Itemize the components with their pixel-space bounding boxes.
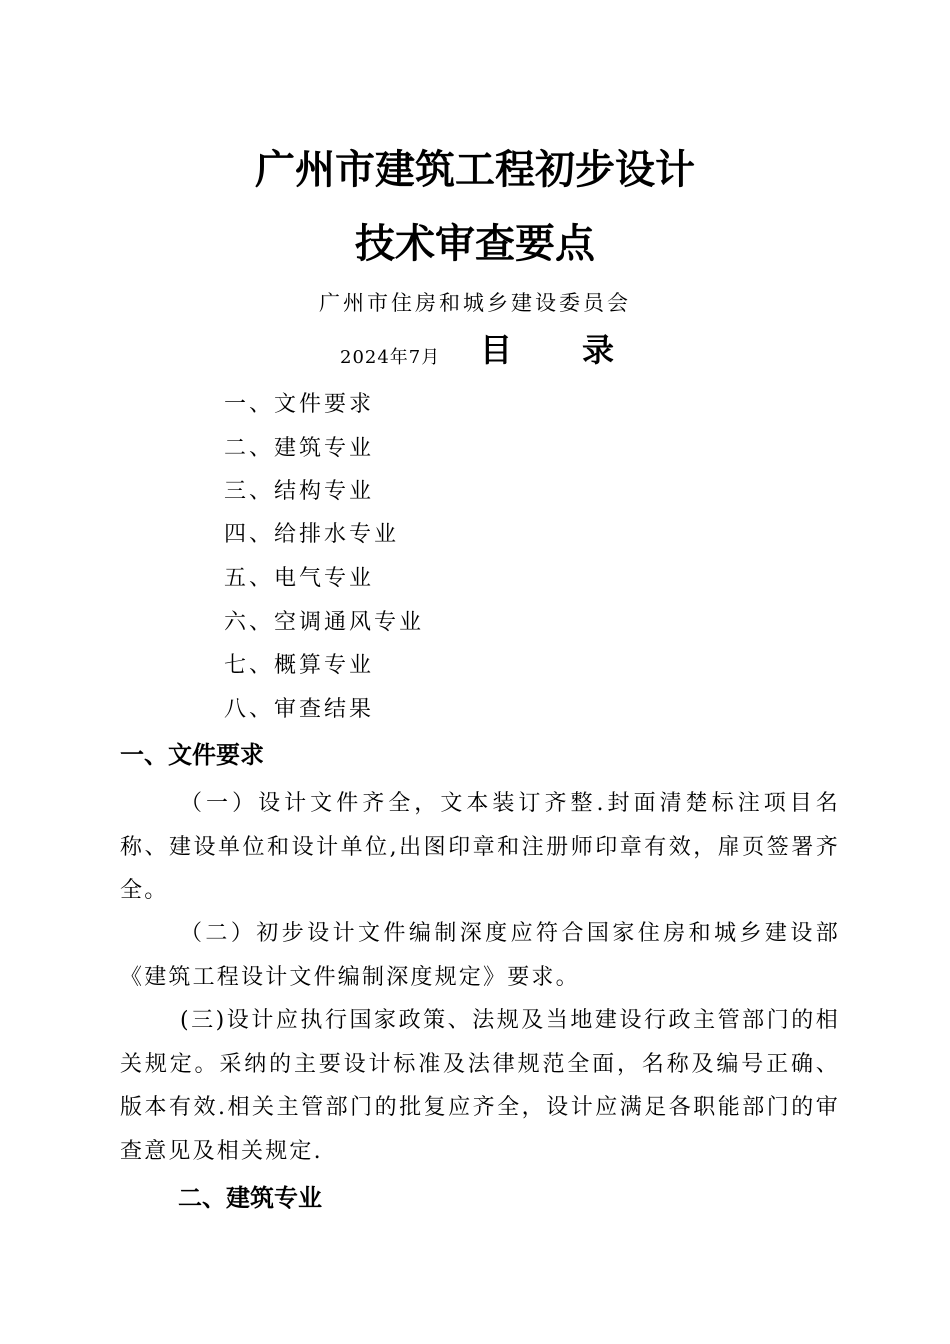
toc-item-3: 三、结构专业: [224, 479, 375, 504]
issuing-organization: 广州市住房和城乡建设委员会: [319, 291, 631, 315]
paragraph-2: （二）初步设计文件编制深度应符合国家住房和城乡建设部《建筑工程设计文件编制深度规定》要求。: [120, 921, 840, 990]
toc-item-7: 七、概算专业: [224, 653, 375, 678]
toc-item-6: 六、空调通风专业: [224, 610, 425, 635]
section-heading-documents: 一、文件要求: [120, 741, 264, 769]
toc-item-4: 四、给排水专业: [224, 522, 400, 547]
section-heading-architecture: 二、建筑专业: [178, 1184, 322, 1212]
toc-heading-char-2: 录: [582, 331, 615, 369]
issue-date: 2024年7月: [340, 347, 441, 368]
paragraph-3: (三)设计应执行国家政策、法规及当地建设行政主管部门的相关规定。采纳的主要设计标准及法律规范全面，名称及编号正确、版本有效.相关主管部门的批复应齐全，设计应满足各职能部门的审查意见及相关规定.: [120, 1008, 840, 1164]
paragraph-1: （一）设计文件齐全，文本装订齐整.封面清楚标注项目名称、建设单位和设计单位,出图印章和注册师印章有效，扉页签署齐全。: [120, 791, 840, 903]
toc-item-2: 二、建筑专业: [224, 436, 375, 461]
toc-heading-char-1: 目: [480, 331, 513, 369]
document-title-line-1: 广州市建筑工程初步设计: [255, 147, 695, 193]
toc-item-8: 八、审查结果: [224, 697, 375, 722]
toc-heading: [480, 330, 614, 370]
toc-item-5: 五、电气专业: [224, 566, 375, 591]
toc-item-1: 一、文件要求: [224, 392, 375, 417]
document-title-line-2: 技术审查要点: [355, 221, 595, 267]
